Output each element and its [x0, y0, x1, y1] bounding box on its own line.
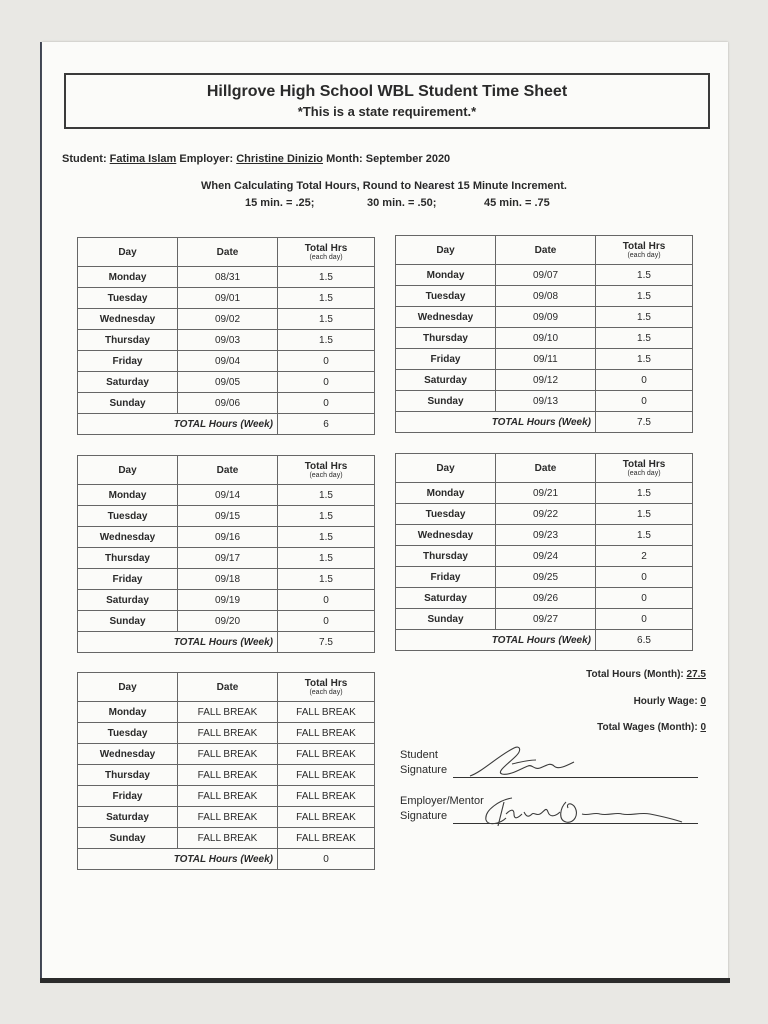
month-total-label: Total Hours (Month): [586, 669, 684, 680]
date-cell: 09/16 [178, 527, 278, 548]
hours-cell: 1.5 [278, 569, 375, 590]
hours-cell: 0 [278, 351, 375, 372]
table-row [78, 527, 375, 548]
student-signature-scribble [462, 742, 582, 780]
table-row [396, 609, 693, 630]
table-row [396, 370, 693, 391]
date-cell: 09/24 [496, 546, 596, 567]
increment-15: 15 min. = .25; [245, 197, 315, 209]
date-cell: 09/05 [178, 372, 278, 393]
hourly-wage-label: Hourly Wage: [633, 696, 698, 707]
table-row [78, 351, 375, 372]
date-header: Date [178, 673, 278, 702]
date-cell: 09/17 [178, 548, 278, 569]
hours-cell: FALL BREAK [278, 828, 375, 849]
day-cell: Saturday [78, 372, 178, 393]
week-total-value: 6.5 [596, 630, 693, 651]
table-row [78, 267, 375, 288]
day-cell: Sunday [78, 611, 178, 632]
day-cell: Tuesday [396, 286, 496, 307]
date-cell: 09/08 [496, 286, 596, 307]
month-value: September 2020 [365, 153, 451, 165]
table-row [396, 504, 693, 525]
day-cell: Saturday [78, 807, 178, 828]
hours-cell: 1.5 [596, 525, 693, 546]
employer-name: Christine Dinizio [236, 153, 324, 165]
table-row [396, 286, 693, 307]
date-cell: 08/31 [178, 267, 278, 288]
date-cell: FALL BREAK [178, 765, 278, 786]
day-cell: Saturday [78, 590, 178, 611]
hourly-wage [634, 696, 706, 707]
total-hrs-header [278, 456, 375, 485]
table-row [396, 483, 693, 504]
total-wages [597, 722, 706, 733]
employer-label: Employer: [179, 153, 234, 165]
table-row [78, 744, 375, 765]
date-header: Date [496, 236, 596, 265]
table-row [78, 506, 375, 527]
day-header: Day [78, 673, 178, 702]
day-cell: Wednesday [396, 525, 496, 546]
day-cell: Tuesday [78, 723, 178, 744]
hours-cell: FALL BREAK [278, 786, 375, 807]
day-cell: Friday [396, 349, 496, 370]
table-row [78, 372, 375, 393]
date-cell: 09/01 [178, 288, 278, 309]
hours-cell: FALL BREAK [278, 807, 375, 828]
total-hrs-header-label: Total Hrs [622, 241, 666, 252]
day-cell: Monday [78, 267, 178, 288]
table-row [78, 702, 375, 723]
table-row [396, 546, 693, 567]
date-cell: 09/21 [496, 483, 596, 504]
hours-cell: FALL BREAK [278, 723, 375, 744]
day-cell: Saturday [396, 588, 496, 609]
date-cell: 09/10 [496, 328, 596, 349]
table-row [78, 288, 375, 309]
date-cell: 09/11 [496, 349, 596, 370]
week-total-value: 6 [278, 414, 375, 435]
page-subtitle: *This is a state requirement.* [297, 104, 477, 119]
week-total-row [78, 632, 375, 653]
hours-cell: 0 [596, 588, 693, 609]
hours-cell: 0 [596, 370, 693, 391]
week-total-row [78, 414, 375, 435]
date-cell: FALL BREAK [178, 744, 278, 765]
week-total-label: TOTAL Hours (Week) [78, 414, 278, 435]
week-total-row [78, 849, 375, 870]
week-total-row [396, 630, 693, 651]
total-hrs-header-sub: (each day) [309, 689, 343, 696]
date-cell: 09/12 [496, 370, 596, 391]
date-cell: 09/18 [178, 569, 278, 590]
student-label: Student: [62, 153, 107, 165]
day-cell: Monday [78, 485, 178, 506]
date-header: Date [178, 238, 278, 267]
employer-signature-scribble [470, 792, 695, 832]
table-row [396, 349, 693, 370]
date-header: Date [178, 456, 278, 485]
date-cell: 09/25 [496, 567, 596, 588]
date-cell: 09/26 [496, 588, 596, 609]
table-row [396, 307, 693, 328]
scan-bottom-edge [40, 978, 730, 983]
date-cell: 09/09 [496, 307, 596, 328]
day-cell: Thursday [396, 546, 496, 567]
table-row [78, 330, 375, 351]
table-row [396, 525, 693, 546]
total-hrs-header [278, 238, 375, 267]
hours-cell: 0 [278, 611, 375, 632]
day-cell: Sunday [396, 609, 496, 630]
week-table [77, 455, 375, 653]
table-header-row [396, 454, 693, 483]
week-total-value: 7.5 [596, 412, 693, 433]
week-total-row [396, 412, 693, 433]
week-table [395, 453, 693, 651]
date-cell: 09/20 [178, 611, 278, 632]
date-cell: 09/03 [178, 330, 278, 351]
day-cell: Tuesday [396, 504, 496, 525]
hours-cell: 1.5 [596, 483, 693, 504]
hours-cell: FALL BREAK [278, 765, 375, 786]
day-cell: Friday [78, 351, 178, 372]
day-cell: Sunday [78, 828, 178, 849]
day-cell: Monday [396, 483, 496, 504]
date-cell: FALL BREAK [178, 786, 278, 807]
employer-signature-label-line1: Employer/Mentor [400, 795, 484, 807]
table-row [78, 393, 375, 414]
day-cell: Monday [396, 265, 496, 286]
table-row [78, 485, 375, 506]
month-total [586, 669, 706, 680]
day-header: Day [396, 454, 496, 483]
rounding-instruction: When Calculating Total Hours, Round to Nearest 15 Minute Increment. [201, 180, 567, 192]
day-cell: Thursday [78, 548, 178, 569]
date-cell: 09/04 [178, 351, 278, 372]
date-cell: 09/23 [496, 525, 596, 546]
table-row [78, 590, 375, 611]
table-header-row [78, 238, 375, 267]
increment-30: 30 min. = .50; [367, 197, 437, 209]
day-cell: Tuesday [78, 506, 178, 527]
hours-cell: 0 [278, 393, 375, 414]
student-name: Fatima Islam [109, 153, 177, 165]
hours-cell: 1.5 [278, 527, 375, 548]
total-hrs-header-label: Total Hrs [304, 461, 348, 472]
date-cell: 09/27 [496, 609, 596, 630]
hourly-wage-value: 0 [700, 696, 706, 707]
table-row [78, 611, 375, 632]
day-cell: Friday [78, 786, 178, 807]
table-row [78, 309, 375, 330]
week-table [77, 672, 375, 870]
hours-cell: 1.5 [278, 309, 375, 330]
hours-cell: 1.5 [596, 286, 693, 307]
title-box [64, 73, 710, 129]
total-wages-label: Total Wages (Month): [597, 722, 698, 733]
day-cell: Monday [78, 702, 178, 723]
date-cell: 09/07 [496, 265, 596, 286]
hours-cell: 1.5 [278, 330, 375, 351]
date-cell: 09/13 [496, 391, 596, 412]
month-label: Month: [326, 153, 363, 165]
total-hrs-header-sub: (each day) [309, 254, 343, 261]
hours-cell: 0 [596, 609, 693, 630]
total-hrs-header-label: Total Hrs [622, 459, 666, 470]
table-row [78, 765, 375, 786]
week-total-label: TOTAL Hours (Week) [396, 630, 596, 651]
hours-cell: 1.5 [278, 485, 375, 506]
hours-cell: 1.5 [596, 504, 693, 525]
week-total-label: TOTAL Hours (Week) [78, 632, 278, 653]
table-row [78, 569, 375, 590]
table-row [396, 265, 693, 286]
day-cell: Tuesday [78, 288, 178, 309]
date-cell: 09/06 [178, 393, 278, 414]
day-cell: Sunday [78, 393, 178, 414]
hours-cell: 1.5 [278, 548, 375, 569]
table-row [396, 328, 693, 349]
student-signature-label-line1: Student [400, 749, 438, 761]
hours-cell: 0 [596, 567, 693, 588]
day-cell: Wednesday [78, 309, 178, 330]
day-cell: Sunday [396, 391, 496, 412]
day-cell: Wednesday [396, 307, 496, 328]
date-cell: 09/02 [178, 309, 278, 330]
increment-45: 45 min. = .75 [484, 197, 550, 209]
week-table [77, 237, 375, 435]
hours-cell: 2 [596, 546, 693, 567]
hours-cell: 0 [278, 372, 375, 393]
week-total-label: TOTAL Hours (Week) [78, 849, 278, 870]
student-signature-label [400, 748, 447, 778]
hours-cell: 0 [596, 391, 693, 412]
week-total-label: TOTAL Hours (Week) [396, 412, 596, 433]
date-cell: 09/22 [496, 504, 596, 525]
hours-cell: 1.5 [596, 328, 693, 349]
table-header-row [396, 236, 693, 265]
day-cell: Thursday [78, 330, 178, 351]
date-cell: FALL BREAK [178, 702, 278, 723]
table-row [78, 723, 375, 744]
month-total-value: 27.5 [686, 669, 706, 680]
date-cell: FALL BREAK [178, 723, 278, 744]
day-cell: Saturday [396, 370, 496, 391]
day-header: Day [78, 238, 178, 267]
date-header: Date [496, 454, 596, 483]
day-cell: Wednesday [78, 527, 178, 548]
table-row [78, 548, 375, 569]
student-signature-label-line2: Signature [400, 764, 448, 776]
day-header: Day [396, 236, 496, 265]
total-hrs-header [278, 673, 375, 702]
date-cell: 09/15 [178, 506, 278, 527]
total-wages-value: 0 [700, 722, 706, 733]
date-cell: FALL BREAK [178, 828, 278, 849]
day-cell: Friday [78, 569, 178, 590]
date-cell: FALL BREAK [178, 807, 278, 828]
hours-cell: 1.5 [596, 349, 693, 370]
week-table [395, 235, 693, 433]
hours-cell: 1.5 [278, 506, 375, 527]
total-hrs-header [596, 236, 693, 265]
total-hrs-header-sub: (each day) [309, 472, 343, 479]
week-total-value: 7.5 [278, 632, 375, 653]
table-header-row [78, 673, 375, 702]
hours-cell: 1.5 [278, 288, 375, 309]
table-row [78, 828, 375, 849]
day-cell: Thursday [396, 328, 496, 349]
table-row [78, 807, 375, 828]
day-header: Day [78, 456, 178, 485]
table-header-row [78, 456, 375, 485]
table-row [396, 588, 693, 609]
total-hrs-header-label: Total Hrs [304, 243, 348, 254]
total-hrs-header-sub: (each day) [627, 252, 661, 259]
week-total-value: 0 [278, 849, 375, 870]
page-title: Hillgrove High School WBL Student Time Sheet [206, 83, 568, 100]
hours-cell: 1.5 [596, 307, 693, 328]
total-hrs-header-sub: (each day) [627, 470, 661, 477]
total-hrs-header [596, 454, 693, 483]
table-row [396, 567, 693, 588]
day-cell: Friday [396, 567, 496, 588]
total-hrs-header-label: Total Hrs [304, 678, 348, 689]
hours-cell: FALL BREAK [278, 744, 375, 765]
date-cell: 09/19 [178, 590, 278, 611]
date-cell: 09/14 [178, 485, 278, 506]
student-info-line [62, 153, 450, 165]
day-cell: Wednesday [78, 744, 178, 765]
table-row [396, 391, 693, 412]
day-cell: Thursday [78, 765, 178, 786]
hours-cell: 1.5 [596, 265, 693, 286]
employer-signature-label-line2: Signature [400, 810, 448, 822]
hours-cell: FALL BREAK [278, 702, 375, 723]
hours-cell: 1.5 [278, 267, 375, 288]
hours-cell: 0 [278, 590, 375, 611]
table-row [78, 786, 375, 807]
